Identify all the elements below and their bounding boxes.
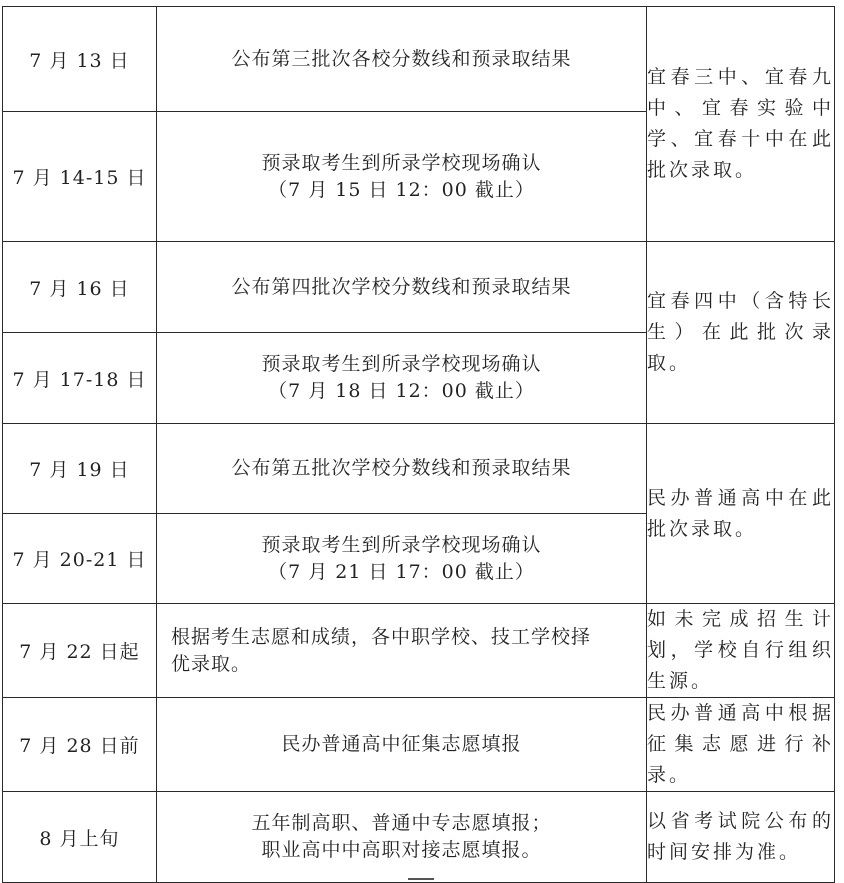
table-row (3, 242, 835, 333)
event-cell (157, 7, 647, 112)
admission-schedule-table (2, 6, 835, 883)
date-cell: 7 月 16 日 (3, 242, 157, 333)
table-row (3, 604, 835, 698)
event-text: 五年制高职、普通中专志愿填报； (251, 812, 552, 834)
event-text: 预录取考生到所录学校现场确认 (261, 151, 542, 174)
date-cell: 8 月上旬 (3, 792, 157, 883)
event-text: 公布第五批次学校分数线和预录取结果 (231, 457, 572, 479)
event-cell (157, 242, 647, 333)
event-cell (157, 792, 647, 883)
event-text: 公布第四批次学校分数线和预录取结果 (231, 275, 572, 298)
page-edge-mark (408, 878, 434, 880)
event-text: 预录取考生到所录学校现场确认 (261, 533, 542, 556)
event-cell (157, 424, 647, 514)
event-text: 公布第三批次各校分数线和预录取结果 (231, 47, 572, 70)
event-cell (157, 333, 647, 424)
date-cell: 7 月 22 日起 (3, 604, 157, 698)
note-cell-batch3: 宜春三中、宜春九中、宜春实验中学、宜春十中在此批次录取。 (647, 7, 835, 242)
event-cell (157, 112, 647, 242)
event-text: （7 月 18 日 12：00 截止） (268, 380, 535, 402)
table-row (3, 792, 835, 883)
date-cell: 7 月 28 日前 (3, 698, 157, 792)
table-row (3, 698, 835, 792)
event-text: （7 月 15 日 12：00 截止） (268, 178, 535, 201)
note-cell-batch5: 民办普通高中在此批次录取。 (647, 424, 835, 604)
event-text: 预录取考生到所录学校现场确认 (261, 353, 542, 375)
table-row (3, 424, 835, 514)
event-cell (157, 604, 647, 698)
event-text: （7 月 21 日 17：00 截止） (268, 560, 535, 583)
date-cell: 7 月 19 日 (3, 424, 157, 514)
date-cell: 7 月 13 日 (3, 7, 157, 112)
event-text: 优录取。 (171, 652, 252, 675)
note-cell-row22: 如未完成招生计划，学校自行组织生源。 (647, 604, 835, 698)
event-cell (157, 698, 647, 792)
event-text: 民办普通高中征集志愿填报 (281, 733, 522, 755)
note-cell-batch4: 宜春四中（含特长生）在此批次录取。 (647, 242, 835, 424)
event-text: 根据考生志愿和成绩，各中职学校、技工学校择 (171, 625, 592, 648)
event-text: 职业高中中高职对接志愿填报。 (261, 839, 542, 861)
note-cell-aug: 以省考试院公布的时间安排为准。 (647, 792, 835, 883)
note-cell-row28: 民办普通高中根据征集志愿进行补录。 (647, 698, 835, 792)
date-cell: 7 月 20-21 日 (3, 514, 157, 604)
event-cell (157, 514, 647, 604)
date-cell: 7 月 14-15 日 (3, 112, 157, 242)
date-cell: 7 月 17-18 日 (3, 333, 157, 424)
table-row (3, 7, 835, 112)
